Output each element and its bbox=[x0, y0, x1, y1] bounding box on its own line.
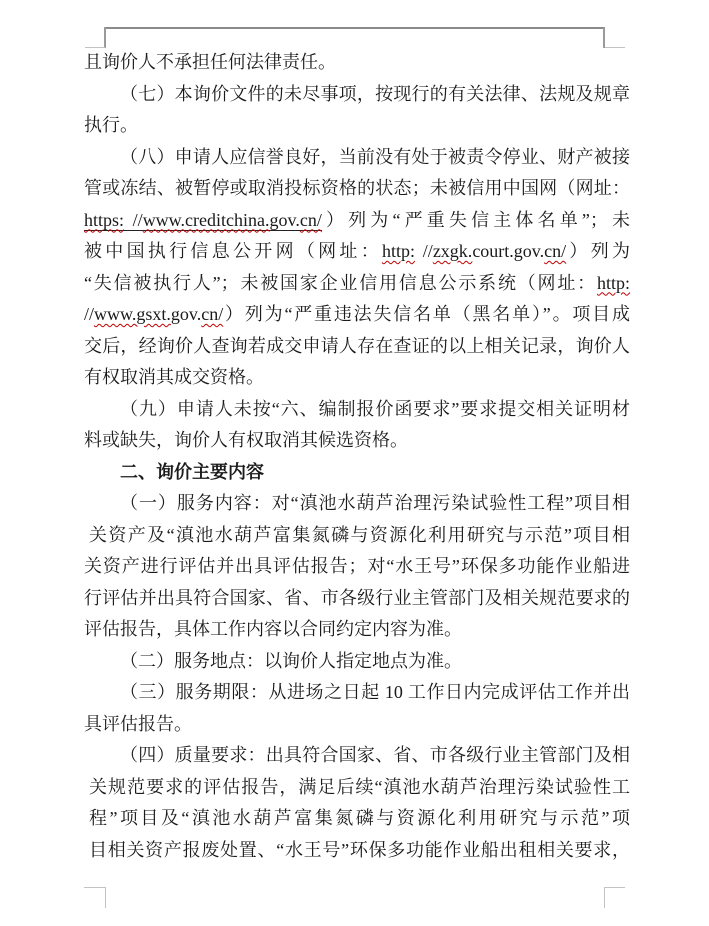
section-heading bbox=[84, 457, 630, 489]
text-segment: // bbox=[415, 241, 433, 261]
corner-mark-bottom-right-vertical bbox=[604, 887, 605, 908]
text-line bbox=[84, 425, 630, 457]
corner-mark-bottom-right-tick bbox=[604, 887, 625, 888]
text-segment: （九）申请人未按“六、编制报价函要求”要求提交相关证明材 bbox=[120, 398, 630, 419]
text-line bbox=[84, 709, 630, 741]
corner-mark-top-right-vertical bbox=[603, 27, 605, 48]
text-segment: 程”项目及“滇池水葫芦富集氮磷与资源化利用研究与示范”项 bbox=[89, 808, 630, 828]
header-boundary-line bbox=[105, 27, 604, 29]
text-segment: 执行。 bbox=[84, 115, 138, 135]
spellchecked-text: http: bbox=[596, 272, 630, 293]
text-segment: 管或冻结、被暂停或取消投标资格的状态；未被信用中国网（网址： bbox=[84, 178, 630, 198]
corner-mark-bottom-left-tick bbox=[84, 887, 105, 888]
text-segment: “失信被执行人”；未被国家企业信用信息公示系统（网址： bbox=[84, 272, 597, 293]
text-line bbox=[84, 110, 630, 142]
text-line bbox=[84, 646, 630, 678]
text-line bbox=[84, 551, 630, 583]
url-text: cn/ bbox=[299, 209, 322, 230]
spellchecked-text: gsxt. bbox=[136, 304, 171, 324]
text-segment: court.gov. bbox=[472, 241, 545, 261]
text-segment: 关规范要求的评估报告，满足后续“滇池水葫芦治理污染试验性工 bbox=[89, 776, 630, 797]
corner-mark-top-left-vertical bbox=[104, 27, 106, 48]
text-line bbox=[84, 331, 630, 363]
text-line bbox=[84, 173, 630, 205]
text-segment: 关资产进行评估并出具评估报告；对“水王号”环保多功能作业船进 bbox=[84, 556, 630, 576]
text-line bbox=[84, 772, 630, 804]
text-line bbox=[84, 47, 630, 79]
text-segment: ）列为 bbox=[566, 241, 630, 261]
text-segment: （二）服务地点：以询价人指定地点为准。 bbox=[120, 650, 462, 671]
spellchecked-text: cn/ bbox=[201, 304, 224, 324]
text-segment: 交后，经询价人查询若成交申请人存在查证的以上相关记录，询价人 bbox=[84, 335, 630, 356]
document-body bbox=[84, 47, 630, 866]
text-segment: 评估报告，具体工作内容以合同约定内容为准。 bbox=[84, 619, 462, 639]
url-text: // bbox=[124, 209, 143, 230]
url-text: creditchina. bbox=[185, 209, 270, 230]
text-segment: 具评估报告。 bbox=[84, 713, 192, 734]
text-line bbox=[84, 835, 630, 867]
text-segment: 有权取消其成交资格。 bbox=[84, 367, 264, 387]
text-line bbox=[84, 268, 630, 300]
url-text: https: bbox=[84, 209, 125, 230]
text-line bbox=[84, 488, 630, 520]
text-segment: 被中国执行信息公开网（网址： bbox=[84, 241, 382, 261]
text-line bbox=[84, 614, 630, 646]
text-line bbox=[84, 205, 630, 237]
text-line bbox=[84, 362, 630, 394]
text-segment: 关资产及“滇池水葫芦富集氮磷与资源化利用研究与示范”项目相 bbox=[89, 524, 630, 545]
text-segment: （八）申请人应信誉良好，当前没有处于被责令停业、财产被接 bbox=[120, 146, 630, 167]
text-line bbox=[84, 142, 630, 174]
url-text: www. bbox=[142, 209, 186, 230]
text-line bbox=[84, 236, 630, 268]
text-segment: （七）本询价文件的未尽事项，按现行的有关法律、法规及规章 bbox=[120, 83, 630, 104]
text-line bbox=[84, 520, 630, 552]
spellchecked-text: zxgk. bbox=[432, 241, 473, 261]
text-segment: gov. bbox=[170, 304, 202, 324]
url-text: gov. bbox=[269, 209, 300, 230]
text-segment: 行评估并出具符合国家、省、市各级行业主管部门及相关规范要求的 bbox=[84, 587, 630, 608]
spellchecked-text: cn/ bbox=[544, 241, 567, 261]
text-segment: 且询价人不承担任何法律责任。 bbox=[84, 52, 336, 72]
text-line bbox=[84, 740, 630, 772]
text-segment: 目相关资产报废处置、“水王号”环保多功能作业船出租相关要求， bbox=[89, 839, 630, 860]
text-line bbox=[84, 79, 630, 111]
spellchecked-text: http: bbox=[382, 241, 416, 261]
text-segment: 二、询价主要内容 bbox=[120, 461, 264, 482]
text-line bbox=[84, 803, 630, 835]
text-segment: （一）服务内容：对“滇池水葫芦治理污染试验性工程”项目相 bbox=[120, 493, 630, 513]
text-line bbox=[84, 299, 630, 331]
text-segment: ）列为“严重违法失信名单（黑名单）”。项目成 bbox=[223, 304, 630, 324]
text-line bbox=[84, 583, 630, 615]
text-segment: ）列为“严重失信主体名单”；未 bbox=[321, 209, 630, 230]
text-segment: 料或缺失，询价人有权取消其候选资格。 bbox=[84, 430, 408, 450]
corner-mark-bottom-left-vertical bbox=[105, 887, 106, 908]
text-segment: （三）服务期限：从进场之日起 10 工作日内完成评估工作并出 bbox=[120, 682, 630, 702]
spellchecked-text: www. bbox=[94, 304, 137, 324]
text-segment: （四）质量要求：出具符合国家、省、市各级行业主管部门及相 bbox=[120, 745, 630, 765]
text-line bbox=[84, 394, 630, 426]
text-line bbox=[84, 677, 630, 709]
text-segment: // bbox=[84, 304, 95, 324]
